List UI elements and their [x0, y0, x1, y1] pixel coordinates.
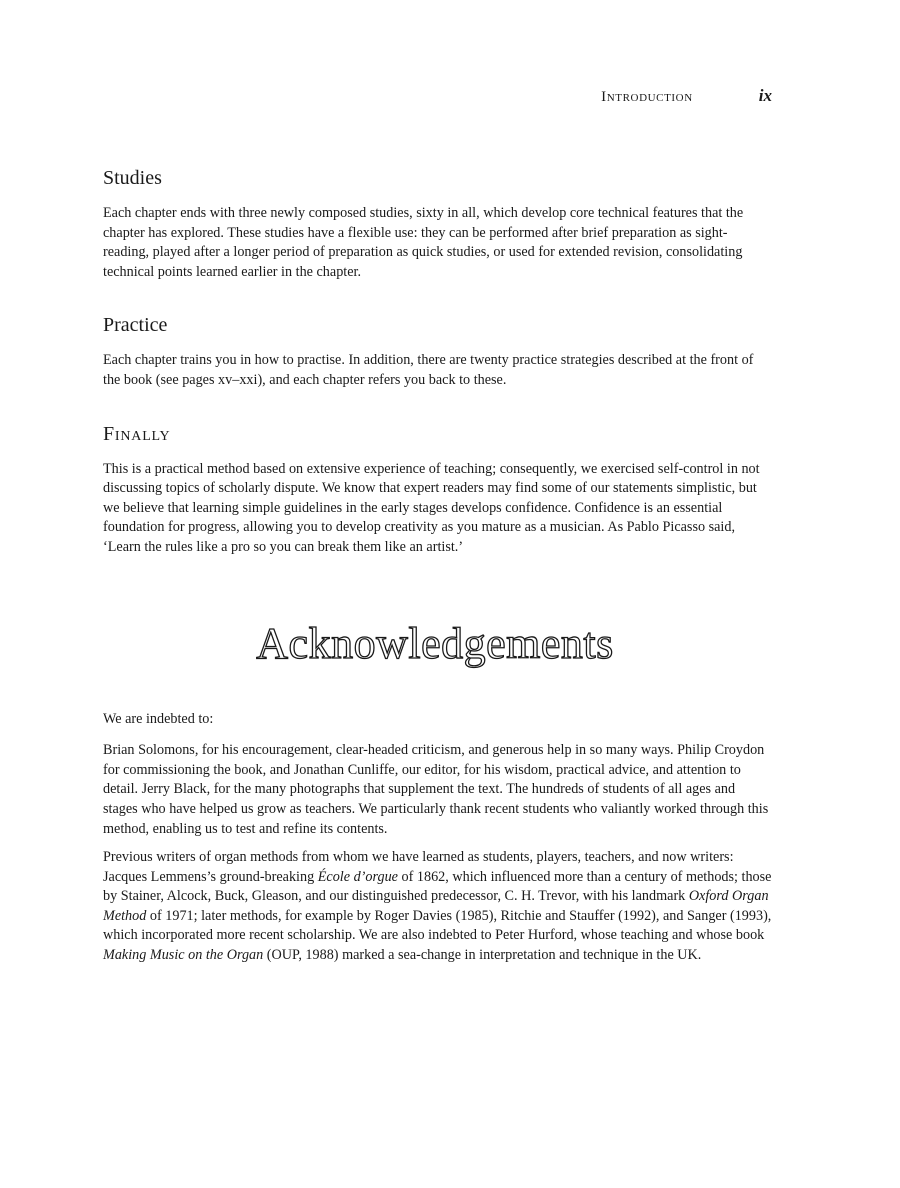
book-title-ecole-dorgue: École d’orgue	[317, 868, 398, 885]
studies-heading: Studies	[103, 167, 162, 189]
paragraph-2-text: of 1862, which influenced more than a century of methods; those by Stainer, Alcock, Buck, Gleason, and our distinguished predecessor, C. H. Trevor, with his landmark	[103, 868, 772, 905]
running-title: Introduction	[601, 89, 693, 105]
finally-heading: Finally	[103, 422, 171, 445]
studies-section	[103, 165, 773, 282]
acknowledgements-intro: We are indebted to:	[103, 710, 214, 727]
book-title-making-music-on-the-organ: Making Music on the Organ	[103, 947, 264, 964]
practice-heading: Practice	[103, 314, 168, 337]
page-content	[103, 165, 773, 966]
acknowledgements-title: Acknowledgements	[256, 618, 614, 668]
finally-paragraph: This is a practical method based on extensive experience of teaching; consequently, we exercised self-control in not discussing topics of scholarly dispute. We know that expert readers may find some of our statements simplistic, but we believe that learning simple guidelines in the early stages develops confidence. Confidence is an essential foundation for progress, allowing you to develop creativity as you mature as a musician. As Pablo Picasso said, ‘Learn the rules like a pro so you can break them like an artist.’	[103, 460, 760, 555]
finally-section	[103, 421, 773, 558]
paragraph-2-text: (OUP, 1988) marked a sea-change in interpretation and technique in the UK.	[263, 947, 702, 964]
acknowledgements-paragraph-1: Brian Solomons, for his encouragement, clear-headed criticism, and generous help in so many ways. Philip Croydon for commissioning the book, and Jonathan Cunliffe, our editor, for his wisdom, practical advice, and attention to detail. Jerry Black, for the many photographs that supplement the text. The hundreds of students of all ages and stages who have helped us grow as teachers. We particularly thank recent students who valiantly worked through this method, enabling us to test and refine its contents.	[103, 742, 769, 837]
book-title-oxford-organ-method: Oxford Organ Method	[103, 888, 769, 924]
paragraph-2-text: Previous writers of organ methods from whom we have learned as students, players, teachers, and now writers: Jacques Lemmens’s ground-breaking	[103, 849, 734, 885]
acknowledgements-paragraph-2	[103, 848, 773, 966]
acknowledgements-section	[103, 614, 773, 966]
practice-section	[103, 312, 773, 390]
studies-paragraph: Each chapter ends with three newly composed studies, sixty in all, which develop core technical features that the chapter has explored. These studies have a flexible use: they can be performed after brief preparation as sight-reading, played after a longer period of preparation as quick studies, or used for extended revision, consolidating technical points learned earlier in the chapter.	[103, 205, 744, 280]
page-number: ix	[758, 86, 772, 105]
running-head	[601, 86, 772, 106]
practice-paragraph: Each chapter trains you in how to practise. In addition, there are twenty practice strategies described at the front of the book (see pages xv–xxi), and each chapter refers you back to these.	[103, 352, 754, 388]
paragraph-2-text: of 1971; later methods, for example by Roger Davies (1985), Ritchie and Stauffer (1992), and Sanger (1993), which incorporated more recent scholarship. We are also indebted to Peter Hurford, whose teaching and whose book	[103, 907, 772, 944]
